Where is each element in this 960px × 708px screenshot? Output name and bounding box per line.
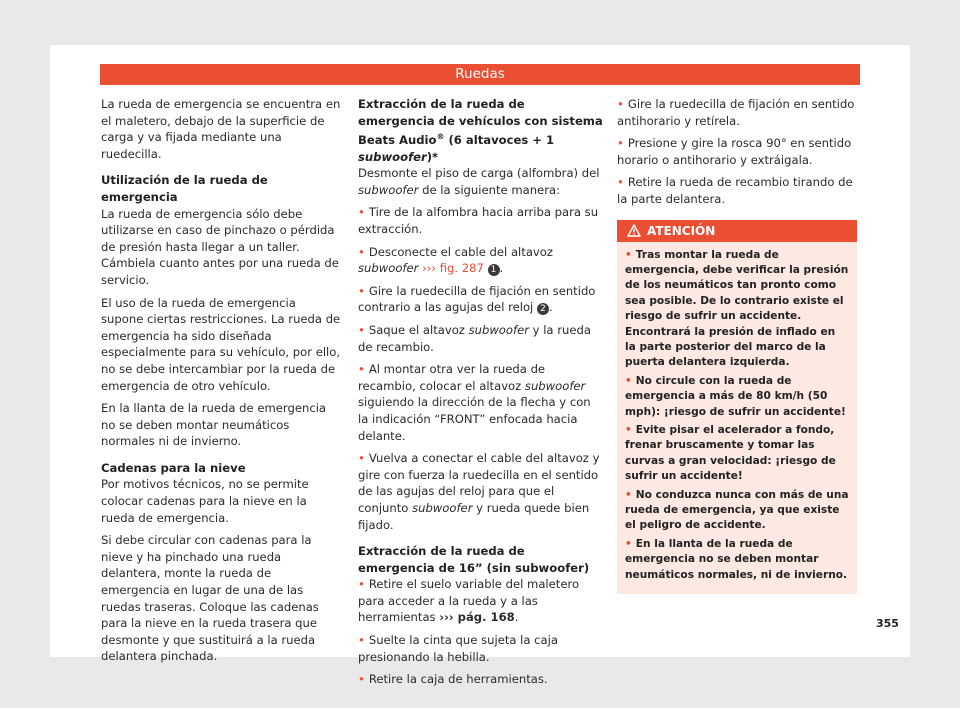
paragraph: La rueda de emergencia sólo debe utilizarse en caso de pinchazo o pérdida de presión hasta llegar a un taller. Cámbiela cuanto antes por una rueda de servicio.: [101, 206, 339, 287]
page-number: 355: [876, 617, 899, 630]
list-item: • Retire la rueda de recambio tirando de la parte delantera.: [617, 174, 857, 207]
heading-emergency-wheel-use: Utilización de la rueda de emergencia: [101, 173, 268, 204]
warning-title: ATENCIÓN: [647, 223, 716, 238]
list-item: • Tire de la alfombra hacia arriba para su extracción.: [358, 204, 603, 237]
warning-item: • No conduzca nunca con más de una rueda de emergencia, ya que existe el peligro de accidente.: [625, 488, 849, 534]
list-item: • Al montar otra ver la rueda de recambio, colocar el altavoz subwoofer siguiendo la dirección de la flecha y con la indicación “FRONT” enfocada hacia delante.: [358, 361, 603, 444]
paragraph: El uso de la rueda de emergencia supone ciertas restricciones. La rueda de emergencia ha sido diseñada especialmente para su vehículo, por ello, no se debe intercambiar por la rueda de emergencia de otro vehículo.: [101, 295, 341, 393]
list-item: • Suelte la cinta que sujeta la caja presionando la hebilla.: [358, 632, 603, 665]
warning-item: • Tras montar la rueda de emergencia, debe verificar la presión de los neumáticos tan pronto como sea posible. De lo contrario existe el riesgo de sufrir un accidente. Encontrará la presión de inflado en la parte posterior del marco de la puerta delantera izquierda.: [625, 248, 849, 371]
warning-header: [617, 220, 857, 242]
paragraph: Si debe circular con cadenas para la nieve y ha pinchado una rueda delantera, monte la rueda de emergencia en lugar de una de las ruedas traseras. Coloque las cadenas para la nieve en la rueda trasera que desmonte y que sustituirá a la rueda delantera pinchada.: [101, 533, 319, 664]
paragraph: Desmonte el piso de carga (alfombra) del subwoofer de la siguiente manera:: [358, 166, 600, 197]
warning-body: [617, 242, 857, 584]
heading-beats-audio-extraction: Extracción de la rueda de emergencia de vehículos con sistema Beats Audio® (6 altavoces + 1 subwoofer)*: [358, 97, 603, 164]
heading-snow-chains: Cadenas para la nieve: [101, 460, 246, 475]
list-item: • Retire el suelo variable del maletero para acceder a la rueda y a las herramientas ››› pág. 168.: [358, 576, 603, 626]
column-middle: [358, 96, 603, 694]
column-left: [101, 96, 341, 671]
warning-box: [617, 220, 857, 595]
paragraph: Por motivos técnicos, no se permite colocar cadenas para la nieve en la rueda de emergencia.: [101, 477, 309, 525]
paragraph: En la llanta de la rueda de emergencia no se deben montar neumáticos normales ni de invierno.: [101, 401, 327, 449]
intro-paragraph: La rueda de emergencia se encuentra en el maletero, debajo de la superficie de carga y va fijada mediante una ruedecilla.: [101, 97, 341, 161]
list-item: • Gire la ruedecilla de fijación en sentido contrario a las agujas del reloj 2 .: [358, 283, 603, 316]
warning-item: • En la llanta de la rueda de emergencia no se deben montar neumáticos normales, ni de invierno.: [625, 537, 849, 583]
column-right: [617, 96, 857, 594]
warning-triangle-icon: [627, 224, 641, 237]
callout-number: 2: [537, 303, 549, 315]
heading-16-inch-extraction: Extracción de la rueda de emergencia de 16” (sin subwoofer): [358, 544, 590, 575]
list-item: • Gire la ruedecilla de fijación en sentido antihorario y retírela.: [617, 96, 857, 129]
list-item: • Presione y gire la rosca 90° en sentido horario o antihorario y extráigala.: [617, 135, 857, 168]
list-item: • Saque el altavoz subwoofer y la rueda de recambio.: [358, 322, 603, 355]
list-item: • Vuelva a conectar el cable del altavoz y gire con fuerza la ruedecilla en el sentido de las agujas del reloj para que el conjunto subwoofer y rueda quede bien fijado.: [358, 450, 603, 533]
page-reference-link[interactable]: ››› pág. 168: [439, 610, 515, 625]
callout-number: 1: [488, 264, 500, 276]
warning-item: • Evite pisar el acelerador a fondo, frenar bruscamente y tomar las curvas a gran velocidad: ¡riesgo de sufrir un accidente!: [625, 423, 849, 485]
figure-reference-link[interactable]: ››› fig. 287: [422, 261, 484, 276]
warning-item: • No circule con la rueda de emergencia a más de 80 km/h (50 mph): ¡riesgo de sufrir un accidente!: [625, 374, 849, 420]
list-item: • Retire la caja de herramientas.: [358, 671, 603, 688]
section-header: Ruedas: [100, 64, 860, 85]
list-item: • Desconecte el cable del altavoz subwoofer ››› fig. 287 1 .: [358, 244, 603, 277]
